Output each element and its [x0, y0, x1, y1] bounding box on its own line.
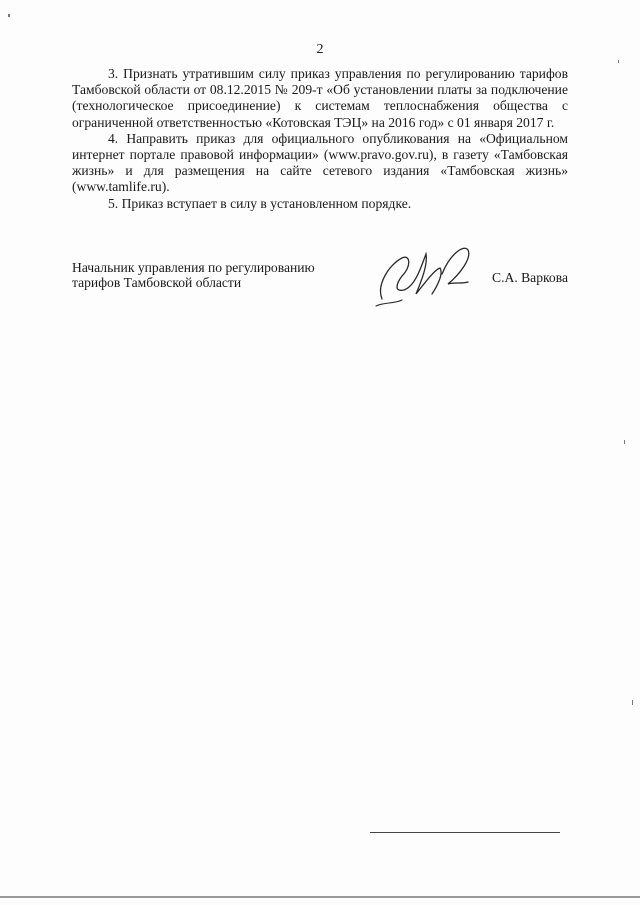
page-number: 2	[316, 42, 324, 57]
signatory-title-line-2: тарифов Тамбовской области	[72, 275, 242, 290]
scan-mark-right-3	[632, 700, 633, 705]
paragraph-3: 3. Признать утратившим силу приказ управления по регулированию тарифов Тамбовской области от 08.12.2015 № 209-т «Об установлении платы за подключение (технологическое присоединение) к системам теплоснабжения общества с ограниченной ответственностью «Котовская ТЭЦ» на 2016 год» с 01 января 2017 г.	[72, 66, 568, 130]
handwritten-signature	[372, 244, 482, 314]
scan-bottom-edge	[0, 896, 640, 898]
signature-block	[72, 260, 568, 320]
signatory-name: С.А. Варкова	[492, 270, 568, 285]
document-body	[72, 66, 568, 212]
scan-mark-right-1	[618, 60, 619, 63]
paragraph-4: 4. Направить приказ для официального опубликования на «Официальном интернет портале правовой информации» (www.pravo.gov.ru), в газету «Тамбовская жизнь» и для размещения на сайте сетевого издания «Тамбовская жизнь» (www.tamlife.ru).	[72, 130, 568, 195]
signatory-title-line-1: Начальник управления по регулированию	[72, 260, 315, 275]
scan-mark-right-2	[624, 440, 625, 444]
signatory-title	[72, 260, 352, 290]
scan-mark-top-left	[8, 14, 10, 17]
footer-rule	[370, 832, 560, 833]
paragraph-5: 5. Приказ вступает в силу в установленном порядке.	[108, 195, 412, 211]
